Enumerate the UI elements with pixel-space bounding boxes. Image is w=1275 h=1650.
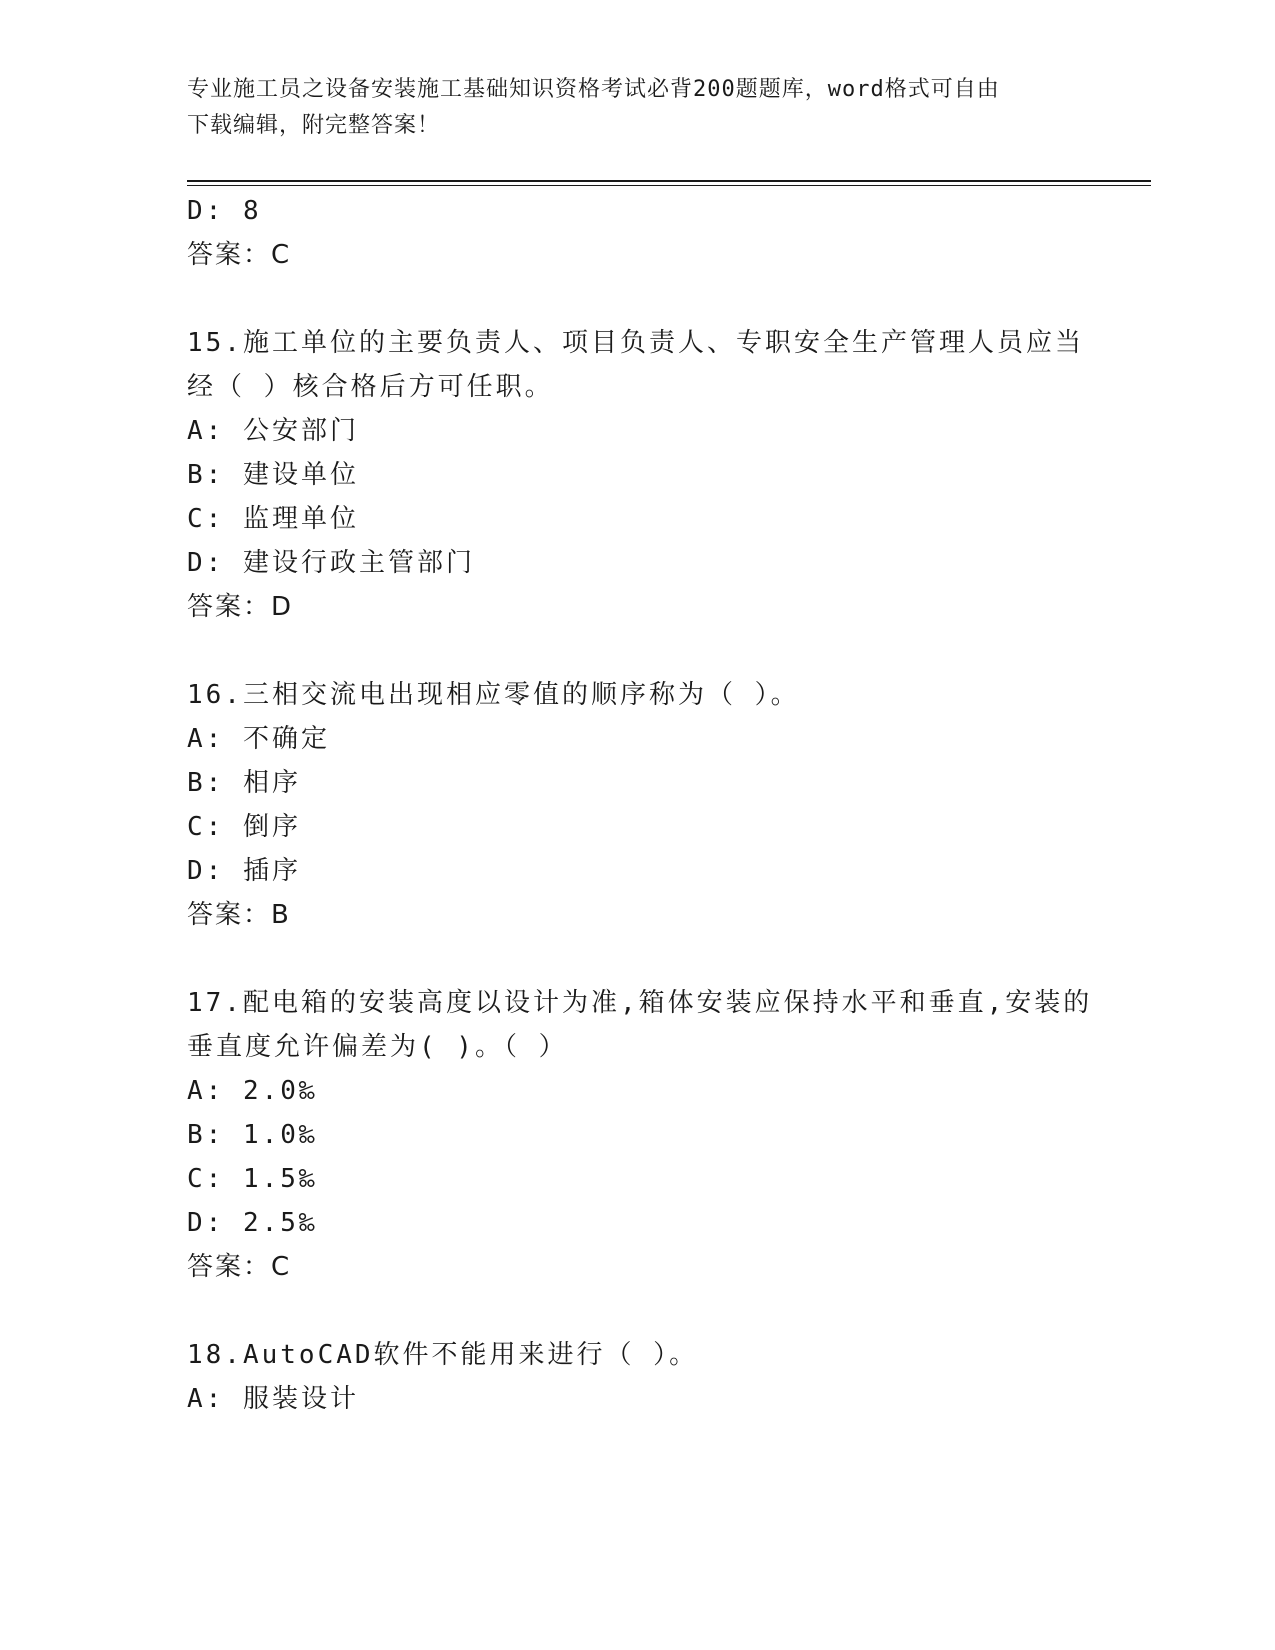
q17-answer: 答案：C bbox=[187, 1252, 292, 1282]
q14-answer: 答案：C bbox=[187, 240, 292, 270]
header-divider-thick bbox=[187, 180, 1151, 182]
header-divider-thin bbox=[187, 185, 1151, 186]
q16-answer: 答案：B bbox=[187, 900, 291, 930]
q15-option-d: D: 建设行政主管部门 bbox=[187, 548, 475, 578]
document-header bbox=[187, 72, 1067, 144]
q14-option-d: D: 8 bbox=[187, 196, 262, 226]
q17-option-d: D: 2.5‰ bbox=[187, 1208, 318, 1238]
q16-option-c: C: 倒序 bbox=[187, 812, 301, 842]
q15-answer: 答案：D bbox=[187, 592, 294, 622]
q16-option-a: A: 不确定 bbox=[187, 724, 330, 754]
q15-stem-line-2: 经（ ）核合格后方可任职。 bbox=[187, 372, 554, 402]
q17-option-a: A: 2.0‰ bbox=[187, 1076, 318, 1106]
q16-option-d: D: 插序 bbox=[187, 856, 301, 886]
q15-option-a: A: 公安部门 bbox=[187, 416, 359, 446]
header-line-1: 专业施工员之设备安装施工基础知识资格考试必背200题题库，word格式可自由 bbox=[187, 77, 1000, 102]
q16-stem: 16.三相交流电出现相应零值的顺序称为（ ）。 bbox=[187, 680, 800, 710]
q17-stem-line-2: 垂直度允许偏差为( )。（ ） bbox=[187, 1032, 568, 1062]
q17-stem-line-1: 17.配电箱的安装高度以设计为准,箱体安装应保持水平和垂直,安装的 bbox=[187, 988, 1093, 1018]
q17-option-b: B: 1.0‰ bbox=[187, 1120, 318, 1150]
q18-option-a: A: 服装设计 bbox=[187, 1384, 359, 1414]
q15-option-b: B: 建设单位 bbox=[187, 460, 359, 490]
q16-option-b: B: 相序 bbox=[187, 768, 301, 798]
q15-option-c: C: 监理单位 bbox=[187, 504, 359, 534]
q17-option-c: C: 1.5‰ bbox=[187, 1164, 318, 1194]
q15-stem-line-1: 15.施工单位的主要负责人、项目负责人、专职安全生产管理人员应当 bbox=[187, 328, 1084, 358]
header-line-2: 下载编辑，附完整答案！ bbox=[187, 113, 441, 138]
q18-stem: 18.AutoCAD软件不能用来进行（ ）。 bbox=[187, 1340, 699, 1370]
